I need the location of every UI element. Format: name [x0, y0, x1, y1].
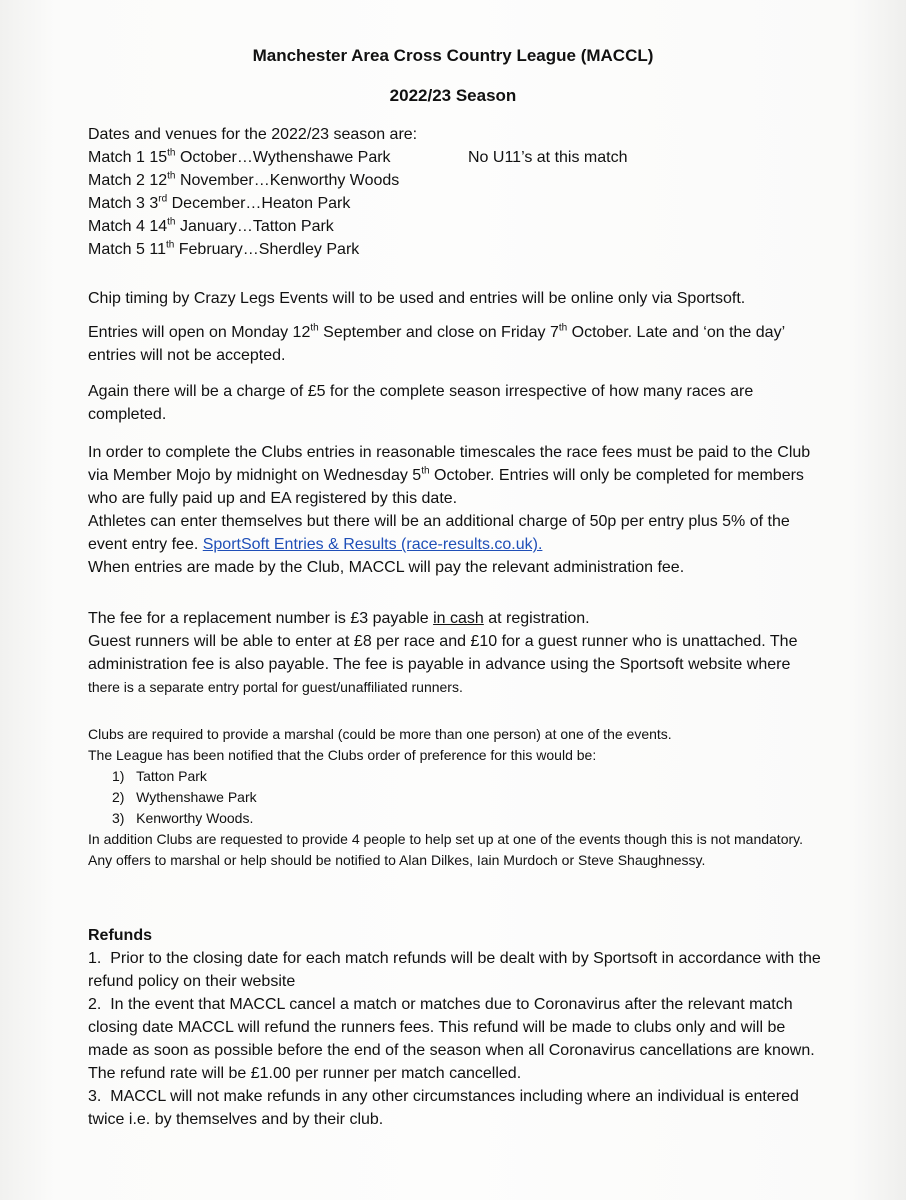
guest-paragraph [88, 630, 823, 699]
match-2 [88, 169, 648, 192]
preference-1: 1) Tatton Park [112, 768, 207, 784]
replacement-text-1: The fee for a replacement number is £3 payable [88, 610, 434, 627]
match-1-note: No U11’s at this match [468, 149, 628, 166]
refund-point-3: 3. MACCL will not make refunds in any other circumstances including where an individual is entered twice i.e. by themselves and by their club. [88, 1088, 799, 1128]
match-5 [88, 238, 648, 261]
marshal-line-1: Clubs are required to provide a marshal (could be more than one person) at one of the events. [88, 726, 672, 742]
guest-text: Guest runners will be able to enter at £8 per race and £10 for a guest runner who is unattached. The administration fee is also payable. The fee is payable in advance using the Sportsoft website [88, 633, 798, 673]
marshal-line-2: The League has been notified that the Clubs order of preference for this would be: [88, 747, 597, 763]
chip-timing-paragraph: Chip timing by Crazy Legs Events will to be used and entries will be online only via Sportsoft. [88, 290, 746, 307]
fees-deadline-text-2: October. Entries will only be completed for members who are fully paid up and EA registered by this date. [88, 467, 804, 507]
refunds-section [88, 924, 823, 1131]
fixtures-section [88, 123, 648, 261]
guest-where-text: where [746, 656, 791, 673]
match-4-date: Match 4 14 [88, 218, 168, 235]
refunds-heading: Refunds [88, 927, 152, 944]
preference-2: 2) Wythenshawe Park [112, 789, 257, 805]
entries-open-suffix-2: th [558, 322, 568, 334]
match-1-venue: October…Wythenshawe Park [175, 149, 391, 166]
match-4 [88, 215, 648, 238]
guest-portal-text: there is a separate entry portal for guest/unaffiliated runners. [88, 679, 463, 695]
replacement-text-2: at registration. [483, 610, 590, 627]
document-title: Manchester Area Cross Country League (MACCL) [252, 46, 654, 65]
refund-point-2: 2. In the event that MACCL cancel a match or matches due to Coronavirus after the relevant match closing date MACCL will refund the runners fees. This refund will be made to clubs only and will be made as soon as possible before the end of the season when all Coronavirus cancellations are known. The refund rate will be £1.00 per runner per match cancelled. [88, 996, 820, 1082]
athletes-paragraph [88, 510, 823, 556]
fees-section [88, 441, 823, 579]
marshal-preference-list [88, 766, 823, 829]
replacement-section [88, 607, 823, 699]
match-3-date: Match 3 3 [88, 195, 159, 212]
match-2-date: Match 2 12 [88, 172, 168, 189]
marshal-section [88, 724, 823, 871]
match-3-venue: December…Heaton Park [167, 195, 351, 212]
replacement-paragraph [88, 607, 823, 630]
match-4-venue: January…Tatton Park [175, 218, 334, 235]
fixtures-intro: Dates and venues for the 2022/23 season are: [88, 126, 418, 143]
refund-point-1: 1. Prior to the closing date for each match refunds will be dealt with by Sportsoft in accordance with the refund policy on their website [88, 950, 821, 990]
season-charge-paragraph: Again there will be a charge of £5 for the complete season irrespective of how many races are completed. [88, 383, 754, 423]
match-1-suffix: th [167, 147, 176, 159]
sportsoft-link[interactable]: SportSoft Entries & Results (race-results.co.uk). [202, 536, 543, 553]
marshal-offers: Any offers to marshal or help should be notified to Alan Dilkes, Iain Murdoch or Steve Shaughnessy. [88, 852, 706, 868]
match-3-suffix: rd [158, 193, 168, 205]
fees-deadline-suffix: th [421, 465, 430, 477]
club-entries-paragraph: When entries are made by the Club, MACCL will pay the relevant administration fee. [88, 559, 685, 576]
match-5-date: Match 5 11 [88, 241, 166, 258]
match-5-suffix: th [165, 239, 175, 251]
match-1-date: Match 1 15 [88, 149, 168, 166]
fees-deadline-text-1: In order to complete the Clubs entries in reasonable timescales the race fees must be paid to the Club via Member Mojo by midnight on Wednesday 5 [88, 444, 811, 484]
entries-open-paragraph [88, 321, 818, 367]
match-5-venue: February…Sherdley Park [174, 241, 360, 258]
season-heading: 2022/23 Season [389, 86, 517, 105]
entries-open-text-2: September and close on Friday 7 [318, 324, 559, 341]
in-cash-text: in cash [433, 610, 484, 627]
entries-open-text-3: October. Late and ‘on the day’ entries will not be accepted. [88, 324, 785, 364]
marshal-addition: In addition Clubs are requested to provide 4 people to help set up at one of the events though this is not mandatory. [88, 831, 803, 847]
match-3 [88, 192, 648, 215]
preference-3: 3) Kenworthy Woods. [112, 810, 254, 826]
match-2-venue: November…Kenworthy Woods [175, 172, 400, 189]
athletes-text: Athletes can enter themselves but there will be an additional charge of 50p per entry plus 5% of the event entry fee. [88, 513, 790, 553]
fees-deadline-paragraph [88, 441, 823, 510]
match-2-suffix: th [167, 170, 176, 182]
entries-open-text-1: Entries will open on Monday 12 [88, 324, 311, 341]
match-4-suffix: th [167, 216, 176, 228]
entries-open-suffix-1: th [310, 322, 319, 334]
